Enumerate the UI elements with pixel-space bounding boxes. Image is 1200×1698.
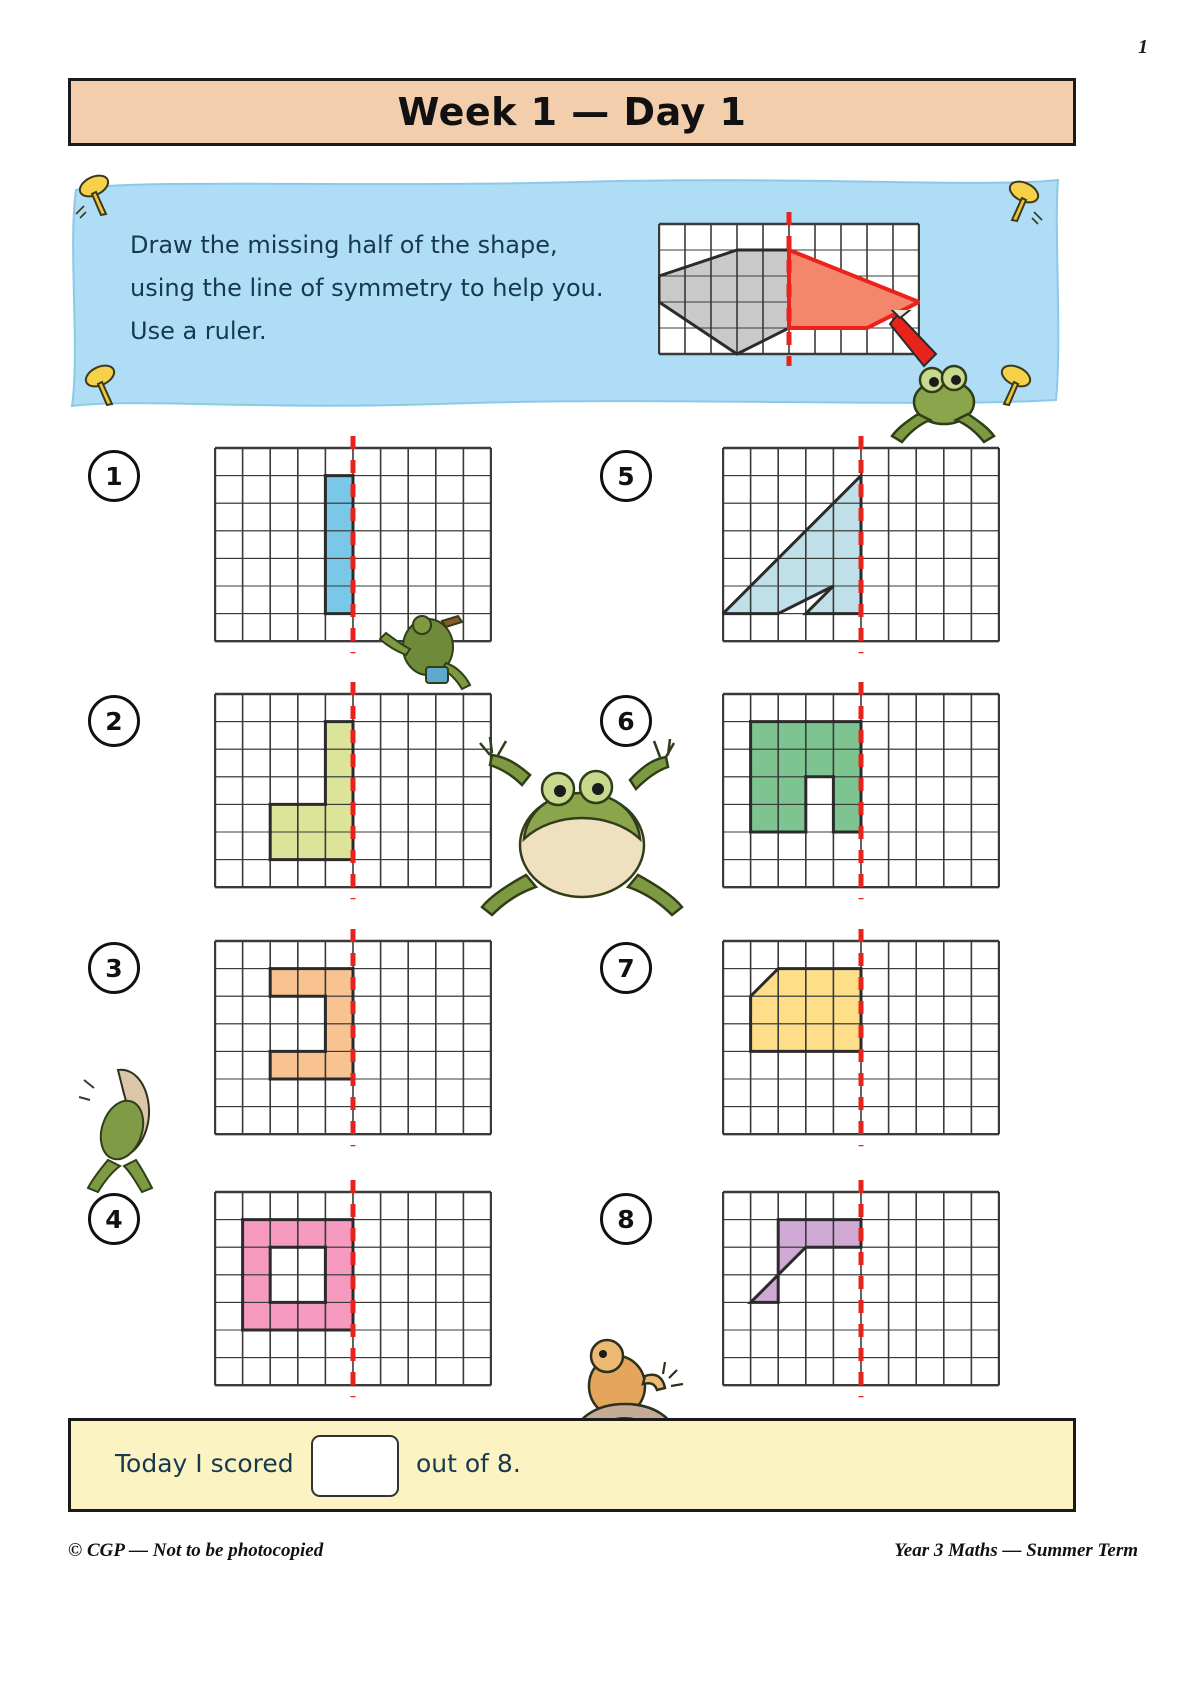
instruction-line-2: using the line of symmetry to help you. [130,274,604,302]
question-number-7: 7 [600,942,652,994]
question-number-3: 3 [88,942,140,994]
question-3-grid[interactable] [214,927,492,1148]
score-prefix-label: Today I scored [115,1449,294,1478]
instruction-text [130,224,650,353]
question-1-grid-holder[interactable] [214,434,492,660]
question-2-grid-holder[interactable] [214,680,492,906]
question-number-4: 4 [88,1193,140,1245]
question-5-grid[interactable] [722,434,1000,655]
question-4-grid-holder[interactable] [214,1178,492,1404]
question-7-grid-holder[interactable] [722,927,1000,1153]
footer-subject: Year 3 Maths — Summer Term [894,1540,1138,1561]
question-6-grid-holder[interactable] [722,680,1000,906]
instruction-line-3: Use a ruler. [130,317,267,345]
example-grid [658,210,920,373]
question-3-grid-holder[interactable] [214,927,492,1153]
question-8-grid-holder[interactable] [722,1178,1000,1404]
question-7-grid[interactable] [722,927,1000,1148]
question-number-5: 5 [600,450,652,502]
frog-icon [78,1060,173,1195]
frog-icon [589,1356,645,1416]
question-number-1: 1 [88,450,140,502]
question-6-grid[interactable] [722,680,1000,901]
question-4-grid[interactable] [214,1178,492,1399]
example-symmetry-grid [658,210,920,368]
score-box [68,1418,1076,1512]
score-input[interactable] [311,1435,399,1497]
question-1-grid[interactable] [214,434,492,655]
page-title: Week 1 — Day 1 [397,90,747,134]
question-8-grid[interactable] [722,1178,1000,1399]
instruction-banner [58,168,1068,413]
title-banner [68,78,1076,146]
instruction-line-1: Draw the missing half of the shape, [130,231,558,259]
question-number-8: 8 [600,1193,652,1245]
question-number-6: 6 [600,695,652,747]
score-suffix-label: out of 8. [416,1449,521,1478]
frog-icon [470,735,700,925]
page-number: 1 [1138,36,1148,58]
question-5-grid-holder[interactable] [722,434,1000,660]
footer-copyright: © CGP — Not to be photocopied [68,1540,324,1561]
question-number-2: 2 [88,695,140,747]
question-2-grid[interactable] [214,680,492,901]
